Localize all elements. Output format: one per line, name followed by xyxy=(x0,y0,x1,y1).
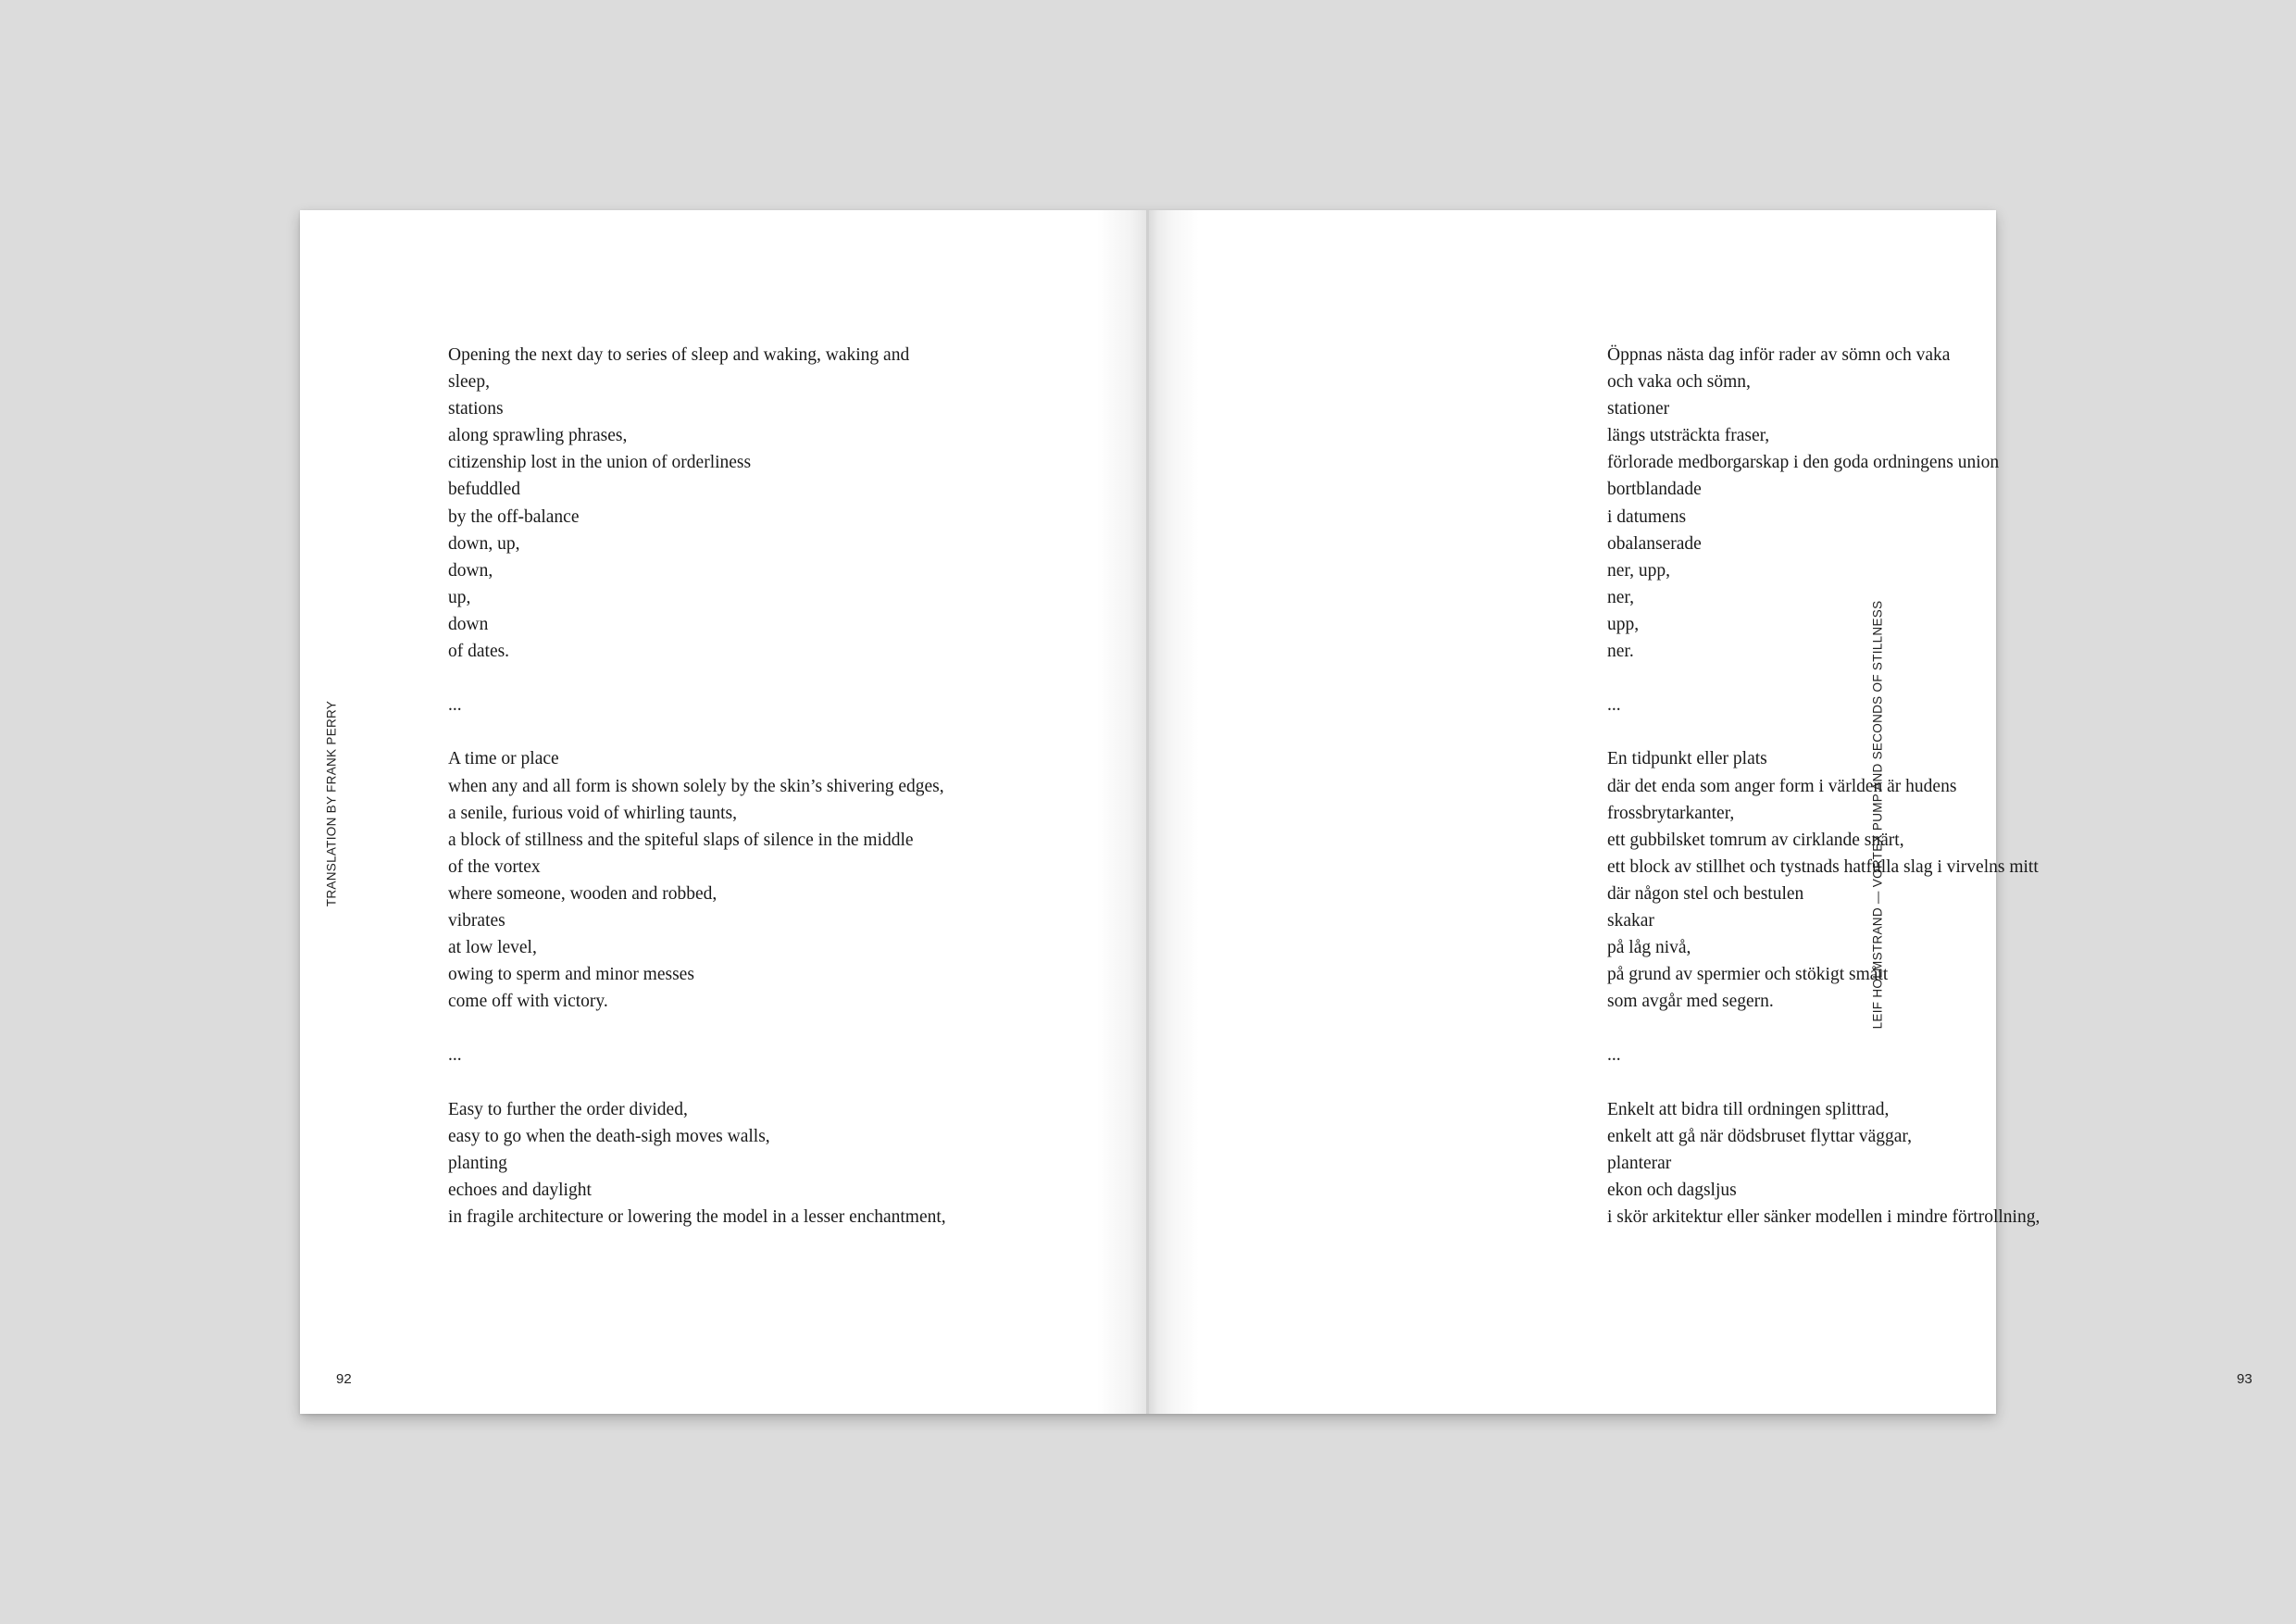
stanza-break xyxy=(1607,718,2040,745)
english-poem xyxy=(448,342,946,1230)
poem-line: där det enda som anger form i världen är hudens xyxy=(1607,776,1957,796)
poem-line: by the off-balance xyxy=(448,506,580,527)
poem-line: ner. xyxy=(1607,642,1634,662)
poem-line: planterar xyxy=(1607,1153,1672,1173)
poem-line: enkelt att gå när dödsbruset flyttar väggar, xyxy=(1607,1126,1912,1146)
poem-line: come off with victory. xyxy=(448,992,608,1012)
poem-line: ett block av stillhet och tystnads hatfulla slag i virvelns mitt xyxy=(1607,856,2039,877)
poem-line: ... xyxy=(1607,695,1621,716)
poem-line: skakar xyxy=(1607,910,1654,931)
poem-line: på låg nivå, xyxy=(1607,938,1691,958)
poem-line: stations xyxy=(448,399,504,419)
poem-line: at low level, xyxy=(448,938,537,958)
stanza-break xyxy=(1607,665,2040,692)
poem-line: where someone, wooden and robbed, xyxy=(448,883,718,904)
poem-line: planting xyxy=(448,1153,507,1173)
poem-line: längs utsträckta fraser, xyxy=(1607,426,1770,446)
stanza-break xyxy=(448,718,946,745)
poem-line: där någon stel och bestulen xyxy=(1607,883,1804,904)
poem-line: a senile, furious void of whirling taunts, xyxy=(448,803,737,823)
poem-line: in fragile architecture or lowering the model in a lesser enchantment, xyxy=(448,1207,946,1227)
poem-line: up, xyxy=(448,587,471,607)
stanza-break xyxy=(448,1015,946,1042)
poem-line: down, xyxy=(448,560,493,581)
poem-line: En tidpunkt eller plats xyxy=(1607,749,1767,769)
right-page-number: 93 xyxy=(2237,1371,2252,1387)
poem-line: som avgår med segern. xyxy=(1607,992,1774,1012)
poem-line: Opening the next day to series of sleep and waking, waking and xyxy=(448,345,910,365)
poem-line: och vaka och sömn, xyxy=(1607,372,1751,393)
poem-line: when any and all form is shown solely by the skin’s shivering edges, xyxy=(448,776,944,796)
stanza-break xyxy=(448,665,946,692)
poem-line: ner, upp, xyxy=(1607,560,1670,581)
book-gutter xyxy=(1146,210,1149,1414)
poem-line: sleep, xyxy=(448,372,490,393)
translator-credit: TRANSLATION BY FRANK PERRY xyxy=(324,700,339,907)
poem-line: citizenship lost in the union of orderliness xyxy=(448,453,752,473)
poem-line: along sprawling phrases, xyxy=(448,426,628,446)
poem-line: i skör arkitektur eller sänker modellen i mindre förtrollning, xyxy=(1607,1207,2040,1227)
poem-line: ner, xyxy=(1607,587,1634,607)
poem-line: på grund av spermier och stökigt smått xyxy=(1607,965,1889,985)
left-page-number: 92 xyxy=(336,1371,352,1387)
poem-line: ... xyxy=(448,695,462,716)
poem-line: A time or place xyxy=(448,749,559,769)
book-spread xyxy=(300,210,2252,1414)
poem-line: easy to go when the death-sigh moves walls, xyxy=(448,1126,770,1146)
poem-line: bortblandade xyxy=(1607,480,1702,500)
poem-line: a block of stillness and the spiteful slaps of silence in the middle xyxy=(448,830,914,850)
poem-line: frossbrytarkanter, xyxy=(1607,803,1735,823)
poem-line: ... xyxy=(448,1045,462,1066)
poem-line: ekon och dagsljus xyxy=(1607,1180,1737,1200)
poem-line: upp, xyxy=(1607,614,1640,634)
poem-line: i datumens xyxy=(1607,506,1687,527)
poem-line: Öppnas nästa dag inför rader av sömn och vaka xyxy=(1607,345,1951,365)
swedish-poem xyxy=(1607,342,2040,1230)
poem-line: of the vortex xyxy=(448,856,541,877)
left-page xyxy=(300,210,1148,1414)
poem-line: ett gubbilsket tomrum av cirklande snärt, xyxy=(1607,830,1904,850)
right-page xyxy=(1148,210,2252,1414)
poem-line: of dates. xyxy=(448,642,510,662)
poem-line: vibrates xyxy=(448,910,505,931)
poem-line: förlorade medborgarskap i den goda ordningens union xyxy=(1607,453,2000,473)
poem-line: Easy to further the order divided, xyxy=(448,1099,688,1119)
poem-line: stationer xyxy=(1607,399,1670,419)
poem-line: down xyxy=(448,614,489,634)
poem-line: echoes and daylight xyxy=(448,1180,592,1200)
author-title-credit: LEIF HOLMSTRAND — VORTEX PUMP AND SECONDS OF STILLNESS xyxy=(1870,600,1885,1030)
poem-line: ... xyxy=(1607,1045,1621,1066)
poem-line: owing to sperm and minor messes xyxy=(448,965,694,985)
poem-line: down, up, xyxy=(448,533,520,554)
stanza-break xyxy=(1607,1069,2040,1096)
poem-line: obalanserade xyxy=(1607,533,1702,554)
poem-line: befuddled xyxy=(448,480,520,500)
stanza-break xyxy=(448,1069,946,1096)
stanza-break xyxy=(1607,1015,2040,1042)
poem-line: Enkelt att bidra till ordningen splittrad, xyxy=(1607,1099,1890,1119)
